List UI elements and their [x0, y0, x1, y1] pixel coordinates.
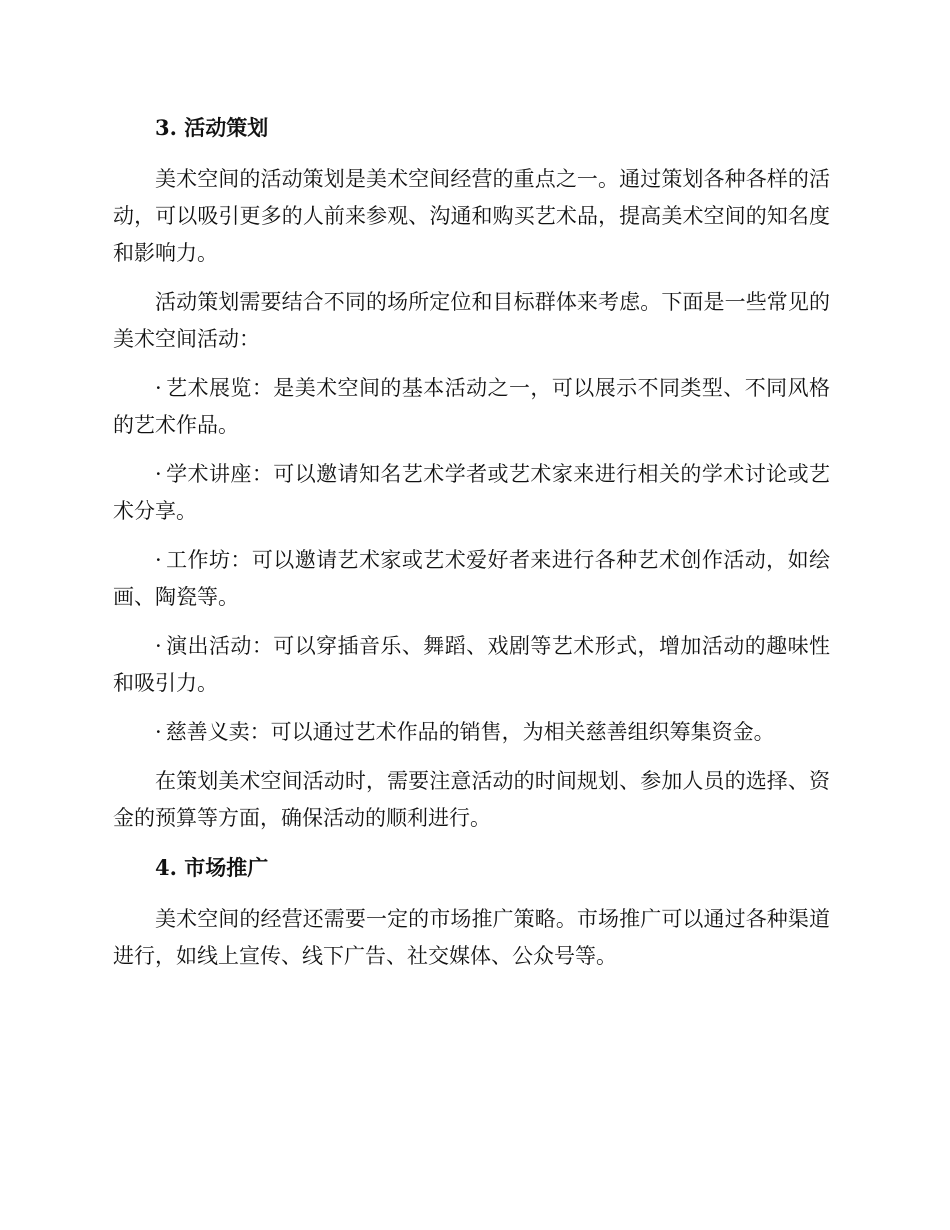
activity-item-text: 工作坊：可以邀请艺术家或艺术爱好者来进行各种艺术创作活动，如绘画、陶瓷等。	[113, 548, 830, 609]
section-4-heading: 4. 市场推广	[155, 855, 269, 880]
section-4-intro: 美术空间的经营还需要一定的市场推广策略。市场推广可以通过各种渠道进行，如线上宣传、线下广告、社交媒体、公众号等。	[113, 907, 830, 968]
bullet-marker: ·	[155, 462, 162, 486]
document-body	[113, 109, 830, 987]
section-3-heading: 3. 活动策划	[155, 115, 269, 140]
activity-item-lecture	[113, 456, 830, 530]
activity-item-performance	[113, 628, 830, 702]
activity-item-charity	[113, 714, 830, 751]
activity-item-exhibition	[113, 370, 830, 444]
section-3-closing: 在策划美术空间活动时，需要注意活动的时间规划、参加人员的选择、资金的预算等方面，确保活动的顺利进行。	[113, 769, 830, 830]
section-3-lead: 活动策划需要结合不同的场所定位和目标群体来考虑。下面是一些常见的美术空间活动：	[113, 290, 830, 351]
bullet-marker: ·	[155, 634, 162, 658]
section-3-intro: 美术空间的活动策划是美术空间经营的重点之一。通过策划各种各样的活动，可以吸引更多的人前来参观、沟通和购买艺术品，提高美术空间的知名度和影响力。	[113, 167, 830, 265]
bullet-marker: ·	[155, 720, 162, 744]
activity-item-text: 慈善义卖：可以通过艺术作品的销售，为相关慈善组织筹集资金。	[165, 720, 775, 744]
bullet-marker: ·	[155, 548, 162, 572]
activity-item-text: 演出活动：可以穿插音乐、舞蹈、戏剧等艺术形式，增加活动的趣味性和吸引力。	[113, 634, 830, 695]
activity-item-text: 艺术展览：是美术空间的基本活动之一，可以展示不同类型、不同风格的艺术作品。	[113, 376, 830, 437]
bullet-marker: ·	[155, 376, 162, 400]
activity-item-text: 学术讲座：可以邀请知名艺术学者或艺术家来进行相关的学术讨论或艺术分享。	[113, 462, 830, 523]
activity-item-workshop	[113, 542, 830, 616]
